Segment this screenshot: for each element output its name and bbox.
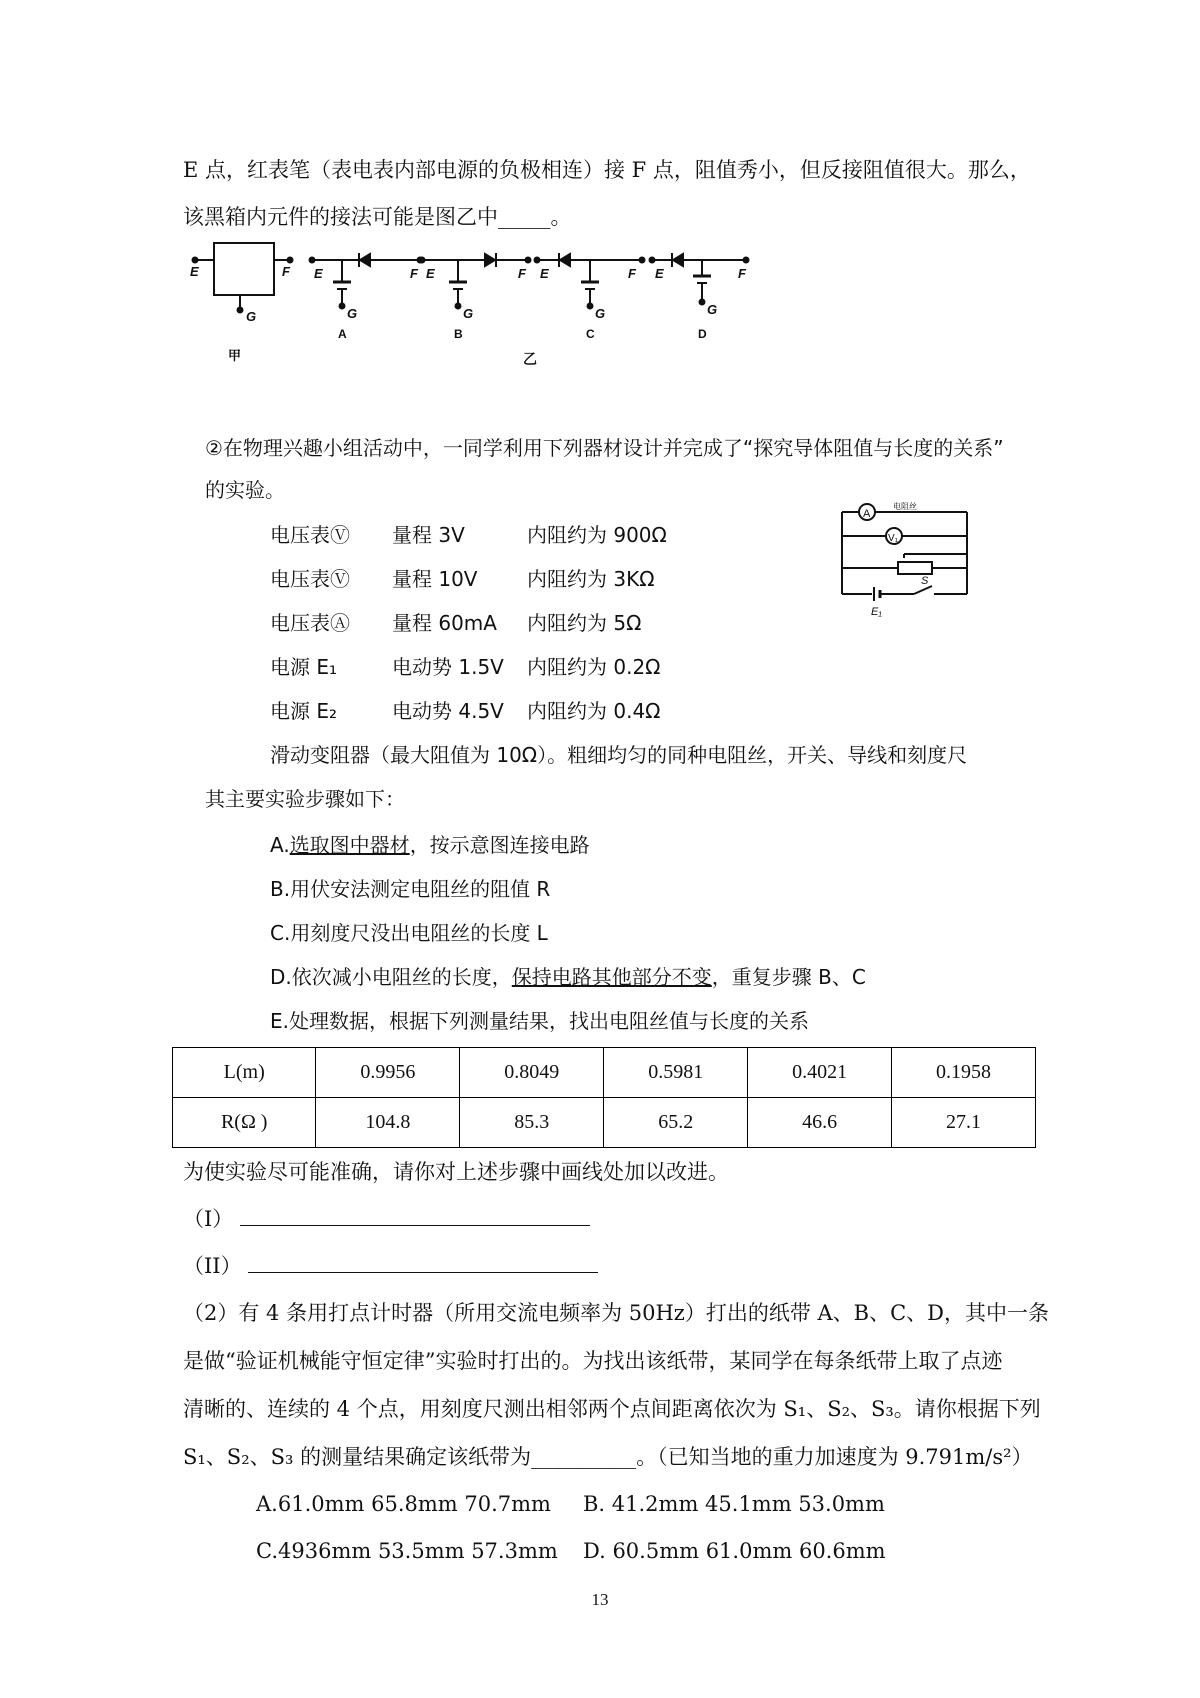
q2-line-3: 清晰的、连续的 4 个点，用刻度尺测出相邻两个点间距离依次为 S₁、S₂、S₃。请你根据下列 bbox=[183, 1397, 1041, 1421]
equipment-range: 电动势 1.5V bbox=[392, 655, 504, 679]
q2-option-a: A.61.0mm 65.8mm 70.7mm bbox=[256, 1492, 551, 1516]
answer-blank: _____ bbox=[498, 205, 551, 229]
improve-item-1 bbox=[183, 1204, 590, 1234]
switch-icon bbox=[914, 586, 932, 594]
equipment-internal: 内阻约为 5Ω bbox=[527, 611, 642, 635]
intro-line-2-suffix: 。 bbox=[550, 205, 572, 229]
equipment-range: 电动势 4.5V bbox=[392, 699, 504, 723]
table-cell: 65.2 bbox=[604, 1098, 748, 1148]
q2-line-1: （2）有 4 条用打点计时器（所用交流电频率为 50Hz）打出的纸带 A、B、C、D，其中一条 bbox=[183, 1301, 1050, 1325]
equipment-range: 量程 3V bbox=[392, 523, 465, 547]
item-1-label: （I） bbox=[183, 1207, 234, 1231]
equipment-internal: 内阻约为 900Ω bbox=[527, 523, 667, 547]
source-label: E₁ bbox=[871, 606, 882, 618]
label-e-b: E bbox=[426, 266, 435, 281]
q2-line-4-suffix: 。（已知当地的重力加速度为 9.791m/s²） bbox=[636, 1445, 1033, 1469]
equipment-internal: 内阻约为 3KΩ bbox=[527, 567, 655, 591]
option-b-circuit bbox=[420, 253, 531, 309]
option-a-label: A bbox=[338, 327, 347, 341]
step-d-prefix: D.依次减小电阻丝的长度， bbox=[270, 965, 512, 989]
label-e-c: E bbox=[540, 266, 549, 281]
answer-line-2 bbox=[248, 1252, 598, 1273]
label-g: G bbox=[246, 309, 257, 324]
equipment-row bbox=[270, 520, 350, 550]
part2-line-2: 的实验。 bbox=[205, 478, 285, 502]
page-number: 13 bbox=[591, 1590, 609, 1609]
equipment-range: 量程 60mA bbox=[392, 611, 497, 635]
option-d-circuit bbox=[650, 253, 749, 305]
step-a-prefix: A. bbox=[270, 833, 290, 857]
step-d-underlined: 保持电路其他部分不变 bbox=[511, 965, 712, 989]
equipment-name: 电压表Ⓥ bbox=[270, 523, 350, 547]
equipment-name: 电压表Ⓥ bbox=[270, 567, 350, 591]
label-g-c: G bbox=[595, 306, 606, 321]
equipment-internal: 内阻约为 0.4Ω bbox=[527, 699, 661, 723]
q2-line-4 bbox=[183, 1442, 1033, 1472]
rheostat-icon bbox=[898, 562, 932, 574]
rheostat-line: 滑动变阻器（最大阻值为 10Ω）。粗细均匀的同种电阻丝，开关、导线和刻度尺 bbox=[270, 743, 968, 767]
answer-blank: __________ bbox=[531, 1445, 637, 1469]
label-f-c: F bbox=[628, 266, 636, 281]
improve-prompt: 为使实验尽可能准确，请你对上述步骤中画线处加以改进。 bbox=[183, 1160, 729, 1184]
table-cell: L(m) bbox=[173, 1048, 316, 1098]
q2-option-b: B. 41.2mm 45.1mm 53.0mm bbox=[583, 1492, 885, 1516]
equipment-name: 电源 E₁ bbox=[270, 655, 338, 679]
step-a bbox=[270, 830, 590, 860]
equipment-range: 量程 10V bbox=[392, 567, 478, 591]
table-row bbox=[173, 1098, 1036, 1148]
answer-line-1 bbox=[240, 1205, 590, 1226]
step-d bbox=[270, 962, 866, 992]
table-cell: 27.1 bbox=[892, 1098, 1036, 1148]
table-cell: 46.6 bbox=[748, 1098, 892, 1148]
label-g-d: G bbox=[707, 302, 718, 317]
black-box-figure bbox=[190, 236, 770, 371]
intro-line-2 bbox=[183, 202, 572, 232]
measurement-table bbox=[172, 1047, 1036, 1148]
black-box bbox=[214, 243, 274, 295]
caption-jia: 甲 bbox=[228, 348, 242, 363]
table-cell: 0.4021 bbox=[748, 1048, 892, 1098]
option-d-label: D bbox=[698, 327, 707, 341]
steps-intro: 其主要实验步骤如下： bbox=[205, 787, 405, 811]
part2-line-1: ②在物理兴趣小组活动中，一同学利用下列器材设计并完成了“探究导体阻值与长度的关系” bbox=[205, 436, 1004, 460]
q2-option-d: D. 60.5mm 61.0mm 60.6mm bbox=[583, 1539, 886, 1563]
table-cell: 0.5981 bbox=[604, 1048, 748, 1098]
option-c-label: C bbox=[586, 327, 595, 341]
item-2-label: （II） bbox=[183, 1254, 242, 1278]
equipment-name: 电压表Ⓐ bbox=[270, 611, 350, 635]
table-row bbox=[173, 1048, 1036, 1098]
table-cell: 85.3 bbox=[460, 1098, 604, 1148]
table-cell: 0.1958 bbox=[892, 1048, 1036, 1098]
table-cell: 0.8049 bbox=[460, 1048, 604, 1098]
label-f-a: F bbox=[410, 266, 418, 281]
table-cell: R(Ω ) bbox=[173, 1098, 316, 1148]
step-e: E.处理数据，根据下列测量结果，找出电阻丝值与长度的关系 bbox=[270, 1009, 809, 1033]
label-g-b: G bbox=[463, 306, 474, 321]
switch-label: S bbox=[921, 575, 929, 587]
resistor-wire-label: 电阻丝 bbox=[893, 502, 917, 511]
label-f: F bbox=[282, 264, 290, 279]
experiment-circuit bbox=[838, 500, 978, 620]
caption-yi: 乙 bbox=[523, 351, 537, 367]
step-a-suffix: ，按示意图连接电路 bbox=[409, 833, 590, 857]
label-e: E bbox=[190, 264, 199, 279]
q2-line-2: 是做“验证机械能守恒定律”实验时打出的。为找出该纸带，某同学在每条纸带上取了点迹 bbox=[183, 1349, 1003, 1373]
step-d-suffix: ，重复步骤 B、C bbox=[711, 965, 866, 989]
improve-item-2 bbox=[183, 1251, 598, 1281]
equipment-internal: 内阻约为 0.2Ω bbox=[527, 655, 661, 679]
intro-line-1: E 点，红表笔（表电表内部电源的负极相连）接 F 点，阻值秀小，但反接阻值很大。那么， bbox=[183, 158, 1031, 182]
label-e-d: E bbox=[655, 266, 664, 281]
label-f-b: F bbox=[518, 266, 526, 281]
step-a-underlined: 选取图中器材 bbox=[289, 833, 410, 857]
q2-option-c: C.4936mm 53.5mm 57.3mm bbox=[256, 1539, 558, 1563]
table-cell: 104.8 bbox=[316, 1098, 460, 1148]
option-a-circuit bbox=[310, 253, 423, 309]
label-g-a: G bbox=[347, 306, 358, 321]
step-c: C.用刻度尺没出电阻丝的长度 L bbox=[270, 921, 548, 945]
label-f-d: F bbox=[738, 266, 746, 281]
equipment-name: 电源 E₂ bbox=[270, 699, 338, 723]
step-b: B.用伏安法测定电阻丝的阻值 R bbox=[270, 877, 551, 901]
q2-line-4-text: S₁、S₂、S₃ 的测量结果确定该纸带为 bbox=[183, 1445, 532, 1469]
intro-line-2-text: 该黑箱内元件的接法可能是图乙中 bbox=[183, 205, 498, 229]
label-e-a: E bbox=[314, 266, 323, 281]
ammeter-label: A bbox=[863, 508, 871, 520]
table-cell: 0.9956 bbox=[316, 1048, 460, 1098]
option-b-label: B bbox=[454, 327, 463, 341]
voltmeter-label: V₁ bbox=[888, 533, 899, 544]
